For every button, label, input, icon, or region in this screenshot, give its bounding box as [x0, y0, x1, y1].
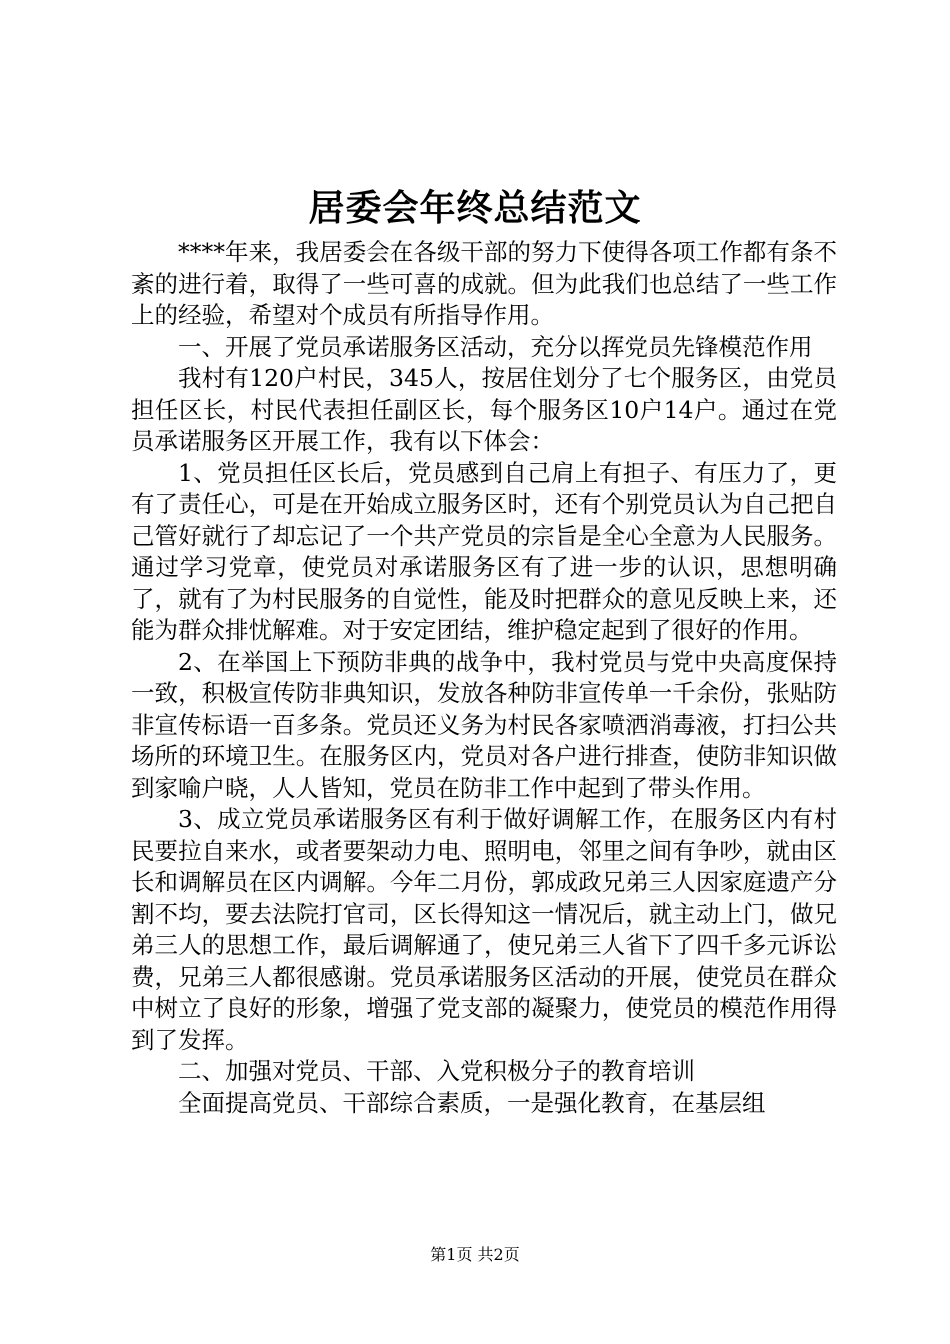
paragraph-training: 全面提高党员、干部综合素质，一是强化教育，在基层组: [178, 1088, 766, 1117]
paragraph-point-3: 3、成立党员承诺服务区有利于做好调解工作，在服务区内有村民要拉自来水，或者要架动力电、照明电，邻里之间有争吵，就由区长和调解员在区内调解。今年二月份，郭成政兄弟三人因家庭遗产分割不均，要去法院打官司，区长得知这一情况后，就主动上门，做兄弟三人的思想工作，最后调解通了，使兄弟三人省下了四千多元诉讼费，兄弟三人都很感谢。党员承诺服务区活动的开展，使党员在群众中树立了良好的形象，增强了党支部的凝聚力，使党员的模范作用得到了发挥。: [131, 805, 837, 1054]
section-heading-2: 二、加强对党员、干部、入党积极分子的教育培训: [178, 1057, 695, 1085]
document-title: 居委会年终总结范文: [308, 187, 642, 229]
paragraph-point-2: 2、在举国上下预防非典的战争中，我村党员与党中央高度保持一致，积极宣传防非典知识，发放各种防非宣传单一千余份，张贴防非宣传标语一百多条。党员还义务为村民各家喷洒消毒液，打扫公共场所的环境卫生。在服务区内，党员对各户进行排查，使防非知识做到家喻户晓，人人皆知，党员在防非工作中起到了带头作用。: [131, 647, 837, 802]
document-body: [131, 237, 837, 1119]
section-heading-1: 一、开展了党员承诺服务区活动，充分以挥党员先锋模范作用: [178, 332, 813, 361]
paragraph-intro: ****年来，我居委会在各级干部的努力下使得各项工作都有条不紊的进行着，取得了一些可喜的成就。但为此我们也总结了一些工作上的经验，希望对个成员有所指导作用。: [131, 238, 837, 329]
paragraph-village-info: 我村有120户村民，345人，按居住划分了七个服务区，由党员担任区长，村民代表担任副区长，每个服务区10户14户。通过在党员承诺服务区开展工作，我有以下体会：: [131, 364, 837, 455]
page-footer: 第1页 共2页: [430, 1245, 520, 1264]
paragraph-point-1: 1、党员担任区长后，党员感到自己肩上有担子、有压力了，更有了责任心，可是在开始成立服务区时，还有个别党员认为自己把自己管好就行了却忘记了一个共产党员的宗旨是全心全意为人民服务。通过学习党章，使党员对承诺服务区有了进一步的认识，思想明确了，就有了为村民服务的自觉性，能及时把群众的意见反映上来，还能为群众排忧解难。对于安定团结，维护稳定起到了很好的作用。: [131, 458, 837, 644]
